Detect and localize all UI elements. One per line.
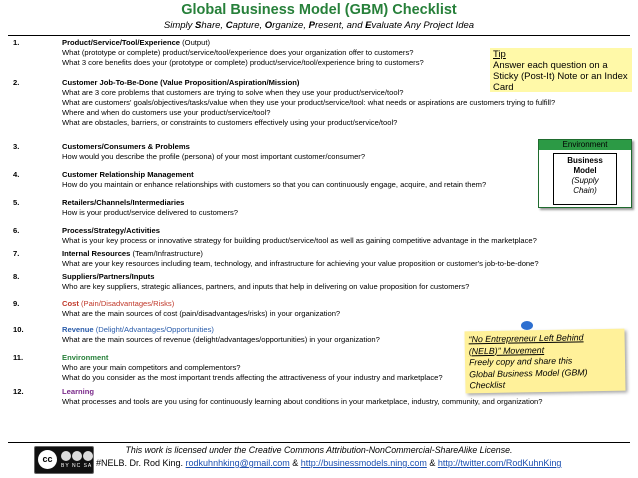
item-question: What are customers' goals/objectives/tasks/value when they use your product/service/tool: what needs or aspirations are customers trying to fulfill? <box>62 98 556 107</box>
item-body <box>62 249 632 269</box>
item-heading-text: Retailers/Channels/Intermediaries <box>62 198 185 207</box>
cc-logo: cc <box>38 450 57 469</box>
item-number: 4. <box>13 170 20 179</box>
note-line-1: “No Entrepreneur Left Behind <box>468 332 584 345</box>
separator-1: & <box>289 458 301 468</box>
twitter-link[interactable]: http://twitter.com/RodKuhnKing <box>437 458 562 468</box>
subtitle-part: S <box>195 20 202 31</box>
subtitle-part: C <box>225 20 233 31</box>
item-question: What do you consider as the most important trends affecting the attractiveness of your industry and marketplace? <box>62 373 443 382</box>
item-number: 12. <box>13 387 24 396</box>
pushpin-icon <box>521 321 533 330</box>
subtitle-part: E <box>365 20 372 31</box>
tip-text: Answer each question on a Sticky (Post-It) Note or an Index Card <box>493 60 628 93</box>
subtitle-part: valuate Any Project Idea <box>371 20 475 31</box>
note-line-3: Freely copy and share this <box>468 355 573 368</box>
item-heading-text: Revenue <box>62 325 94 334</box>
tip-label: Tip <box>493 49 506 60</box>
header-divider <box>8 35 630 36</box>
item-question: What are obstacles, barriers, or constraints to customers effectively using your product/service/tool? <box>62 118 398 127</box>
item-body <box>62 299 632 319</box>
environment-label: Environment <box>539 140 631 150</box>
environment-diagram <box>538 139 632 208</box>
item-question: Who are your main competitors and complementors? <box>62 363 241 372</box>
item-question: How do you maintain or enhance relationships with customers so that you can continuously engage, acquire, and retain them? <box>62 180 487 189</box>
item-heading-text: Customer Relationship Management <box>62 170 194 179</box>
item-heading-note: (Team/Infrastructure) <box>130 249 203 258</box>
item-body <box>62 272 632 292</box>
item-heading <box>62 38 632 48</box>
item-question: What are 3 core problems that customers are trying to solve when they use your product/service/tool? <box>62 88 404 97</box>
item-question: How would you describe the profile (persona) of your most important customer/consumer? <box>62 152 366 161</box>
chain-label: Chain) <box>573 186 597 195</box>
item-heading-text: Learning <box>62 387 95 396</box>
email-link[interactable]: rodkuhnhking@gmail.com <box>185 458 290 468</box>
item-heading-note: (Pain/Disadvantages/Risks) <box>78 299 175 308</box>
item-heading-text: Environment <box>62 353 109 362</box>
item-question: How is your product/service delivered to customers? <box>62 208 238 217</box>
item-heading-text: Internal Resources <box>62 249 131 258</box>
item-question: What 3 core benefits does your (prototype or complete) product/service/tool/experience bring to customers? <box>62 58 424 67</box>
by-icon <box>61 451 71 461</box>
license-text: This work is licensed under the Creative Commons Attribution-NonCommercial-ShareAlike License. <box>125 445 513 455</box>
subtitle-part: hare, <box>201 20 226 31</box>
item-number: 9. <box>13 299 20 308</box>
item-number: 6. <box>13 226 20 235</box>
business-label: Business <box>567 156 603 165</box>
item-heading-text: Customers/Consumers & Problems <box>62 142 190 151</box>
credit-line <box>96 458 561 468</box>
item-heading-text: Process/Strategy/Activities <box>62 226 160 235</box>
item-heading-note: (Delight/Advantages/Opportunities) <box>93 325 214 334</box>
item-heading <box>62 249 632 259</box>
item-number: 8. <box>13 272 20 281</box>
item-number: 2. <box>13 78 20 87</box>
tip-box <box>490 48 632 92</box>
credit-prefix: #NELB. Dr. Rod King. <box>96 458 186 468</box>
subtitle-part: O <box>264 20 273 31</box>
item-question: What (prototype or complete) product/service/tool/experience does your organization offer to customers? <box>62 48 414 57</box>
item-heading <box>62 299 632 309</box>
site-link[interactable]: http://businessmodels.ning.com <box>300 458 427 468</box>
item-question: What are the main sources of cost (pain/disadvantages/risks) in your organization? <box>62 309 341 318</box>
item-number: 1. <box>13 38 20 47</box>
item-body <box>62 226 632 246</box>
page-title: Global Business Model (GBM) Checklist <box>181 2 457 18</box>
note-line-2: (NELB)” Movement <box>468 344 545 356</box>
nc-icon <box>72 451 82 461</box>
note-line-4: Global Business Model (GBM) <box>469 366 588 379</box>
item-heading-text: Cost <box>62 299 79 308</box>
item-number: 7. <box>13 249 20 258</box>
subtitle-part: Simply <box>163 20 196 31</box>
footer <box>0 442 638 478</box>
item-heading <box>62 272 632 282</box>
subtitle-part: rganize, <box>272 20 309 31</box>
item-number: 11. <box>13 353 24 362</box>
item-question: What processes and tools are you using for continuously learning about conditions in your marketplace, industry, community, and organization? <box>62 397 543 406</box>
item-question: Who are key suppliers, strategic alliances, partners, and inputs that help in delivering on value proposition for customers? <box>62 282 470 291</box>
item-question: What are your key resources including team, technology, and infrastructure for achieving your value proposition or customer's job-to-be-done? <box>62 259 539 268</box>
cc-badge-text: BY NC SA <box>61 463 93 469</box>
page-subtitle <box>0 20 638 31</box>
item-question: What are the main sources of revenue (delight/advantages/opportunities) in your organization? <box>62 335 380 344</box>
item-heading-note: (Output) <box>180 38 210 47</box>
creative-commons-icon[interactable] <box>34 446 94 474</box>
item-heading-text: Suppliers/Partners/Inputs <box>62 272 155 281</box>
footer-divider <box>8 442 630 443</box>
business-model-box <box>553 153 617 205</box>
note-line-5: Checklist <box>469 379 506 391</box>
subtitle-part: apture, <box>232 20 265 31</box>
subtitle-part: resent, and <box>314 20 366 31</box>
supply-label: (Supply <box>571 176 599 185</box>
item-question: What is your key process or innovative strategy for building product/service/tool as well as gaining competitive advantage in the marketplace? <box>62 236 537 245</box>
item-question: Where and when do customers use your product/service/tool? <box>62 108 271 117</box>
sticky-note <box>464 329 625 394</box>
sa-icon <box>83 451 93 461</box>
item-heading-text: Customer Job-To-Be-Done (Value Proposition/Aspiration/Mission) <box>62 78 300 87</box>
model-label: Model <box>573 166 597 175</box>
item-number: 10. <box>13 325 24 334</box>
separator-2: & <box>426 458 438 468</box>
item-number: 3. <box>13 142 20 151</box>
item-heading-text: Product/Service/Tool/Experience <box>62 38 181 47</box>
subtitle-part: P <box>308 20 315 31</box>
item-heading <box>62 226 632 236</box>
item-number: 5. <box>13 198 20 207</box>
